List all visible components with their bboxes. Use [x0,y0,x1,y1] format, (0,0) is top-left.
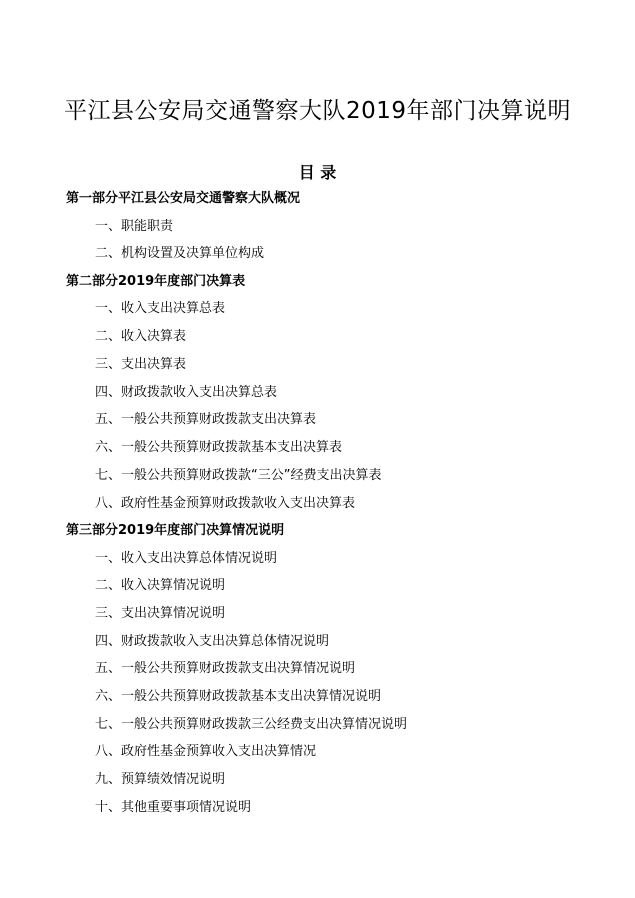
toc-item: 八、政府性基金预算财政拨款收入支出决算表 [95,496,356,511]
toc-item: 六、一般公共预算财政拨款基本支出决算表 [95,440,343,455]
toc-item: 六、一般公共预算财政拨款基本支出决算情况说明 [95,689,382,704]
toc-item: 四、财政拨款收入支出决算总表 [95,385,278,400]
toc-item: 三、支出决算情况说明 [95,606,226,621]
toc-item: 二、机构设置及决算单位构成 [95,246,265,261]
toc-item: 七、一般公共预算财政拨款“三公”经费支出决算表 [95,468,382,483]
toc-item: 二、收入决算情况说明 [95,578,226,593]
toc-part-heading: 第三部分2019年度部门决算情况说明 [66,523,285,538]
toc-item: 五、一般公共预算财政拨款支出决算表 [95,412,317,427]
toc-item: 三、支出决算表 [95,357,187,372]
toc-item: 八、政府性基金预算收入支出决算情况 [95,744,317,759]
toc-item: 一、收入支出决算总表 [95,301,226,316]
toc-heading: 目 录 [298,163,337,182]
toc-item: 一、职能职责 [95,219,174,234]
toc-part-heading: 第二部分2019年度部门决算表 [66,274,246,289]
toc-item: 五、一般公共预算财政拨款支出决算情况说明 [95,661,356,676]
toc-item: 四、财政拨款收入支出决算总体情况说明 [95,634,330,649]
toc-item: 九、预算绩效情况说明 [95,772,226,787]
document-title: 平江县公安局交通警察大队2019年部门决算说明 [63,98,572,124]
toc-part-heading: 第一部分平江县公安局交通警察大队概况 [66,191,301,206]
toc-item: 一、收入支出决算总体情况说明 [95,551,278,566]
toc-item: 十、其他重要事项情况说明 [95,800,252,815]
toc-item: 七、一般公共预算财政拨款三公经费支出决算情况说明 [95,717,408,732]
toc-item: 二、收入决算表 [95,329,187,344]
